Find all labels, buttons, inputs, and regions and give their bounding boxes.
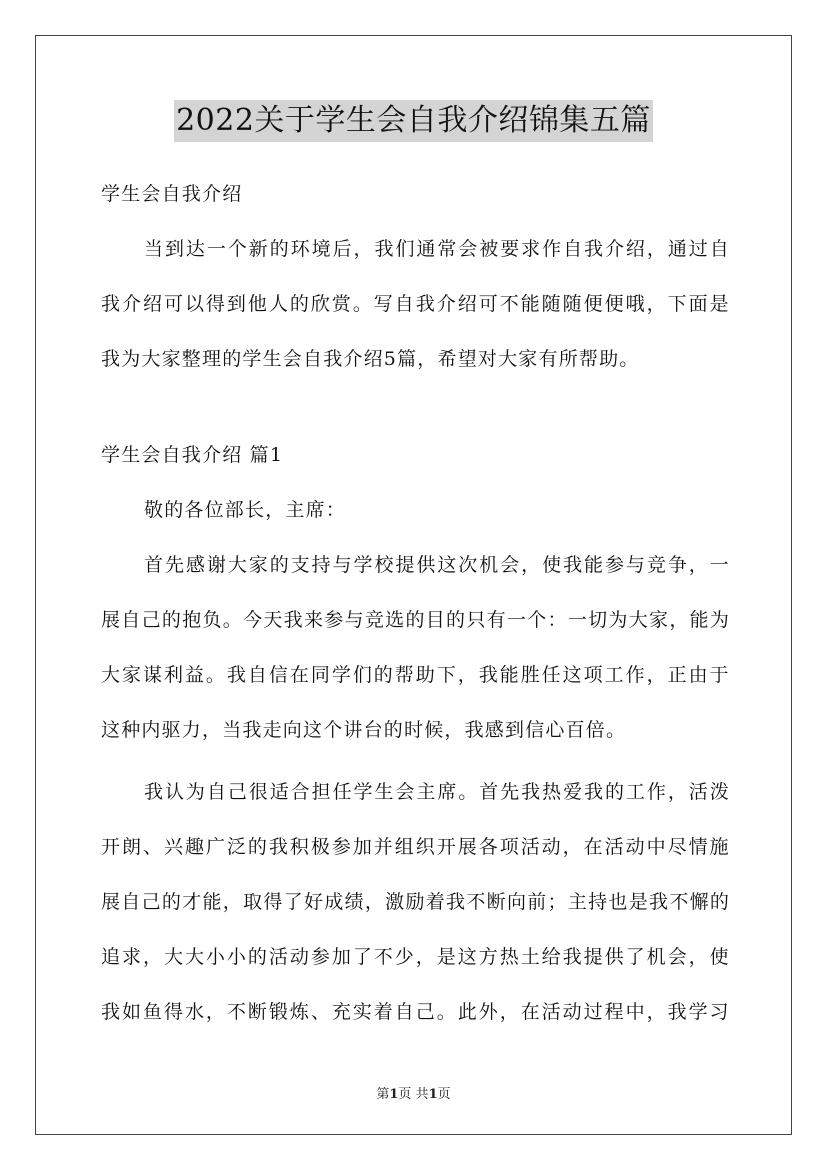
paragraph-line: 展 自 己 的 才 能 ， 取 得 了 好 成 绩 ， 激 励 着 我 不 断 向 前 ； 主 持 也 是 我 不 懈 的 [101,891,729,913]
paragraph-line: 我为大家整理的学生会自我介绍5篇，希望对大家有所帮助。 [101,348,640,370]
paragraph-line: 我 认 为 自 己 很 适 合 担 任 学 生 会 主 席 。 首 先 我 热 爱 我 的 工 作 ， 活 泼 [144,781,729,803]
paragraph-line: 开 朗 、 兴 趣 广 泛 的 我 积 极 参 加 并 组 织 开 展 各 项 活 动 ， 在 活 动 中 尽 情 施 [101,836,729,858]
page-mid: 页 共 [398,1087,429,1102]
document-body [101,173,729,1033]
title-container [0,100,827,142]
paragraph-line: 展 自 己 的 抱 负 。 今 天 我 来 参 与 竞 选 的 目 的 只 有 一 个 ： 一 切 为 大 家 ， 能 为 [101,609,729,631]
intro-paragraph [101,228,729,380]
page-suffix: 页 [437,1087,451,1102]
paragraph-line: 大 家 谋 利 益 。 我 自 信 在 同 学 们 的 帮 助 下 ， 我 能 胜 任 这 项 工 作 ， 正 由 于 [101,664,729,686]
page-prefix: 第 [376,1087,390,1102]
greeting-line: 敬的各位部长，主席： [144,499,347,521]
paragraph-line: 追 求 ， 大 大 小 小 的 活 动 参 加 了 不 少 ， 是 这 方 热 土 给 我 提 供 了 机 会 ， 使 [101,946,729,968]
intro-heading: 学生会自我介绍 [101,183,243,205]
paragraph-1 [101,544,729,751]
section1-heading: 学生会自我介绍 篇1 [101,444,284,466]
page-footer [0,1083,827,1102]
paragraph-2 [101,771,729,1033]
page-total: 1 [428,1087,438,1102]
paragraph-line: 这种内驱力，当我走向这个讲台的时候，我感到信心百倍。 [101,719,627,741]
paragraph-line: 当 到 达 一 个 新 的 环 境 后 ， 我 们 通 常 会 被 要 求 作 自 我 介 绍 ， 通 过 自 [144,238,729,260]
paragraph-line: 我 如 鱼 得 水 ， 不 断 锻 炼 、 充 实 着 自 己 。 此 外 ， 在 活 动 过 程 中 ， 我 学 习 [101,1001,729,1023]
paragraph-line: 首 先 感 谢 大 家 的 支 持 与 学 校 提 供 这 次 机 会 ， 使 我 能 参 与 竞 争 ， 一 [144,554,729,576]
page-current: 1 [389,1087,399,1102]
paragraph-line: 我 介 绍 可 以 得 到 他 人 的 欣 赏 。 写 自 我 介 绍 可 不 能 随 随 便 便 哦 ， 下 面 是 [101,293,729,315]
document-title: 2022关于学生会自我介绍锦集五篇 [174,100,653,142]
